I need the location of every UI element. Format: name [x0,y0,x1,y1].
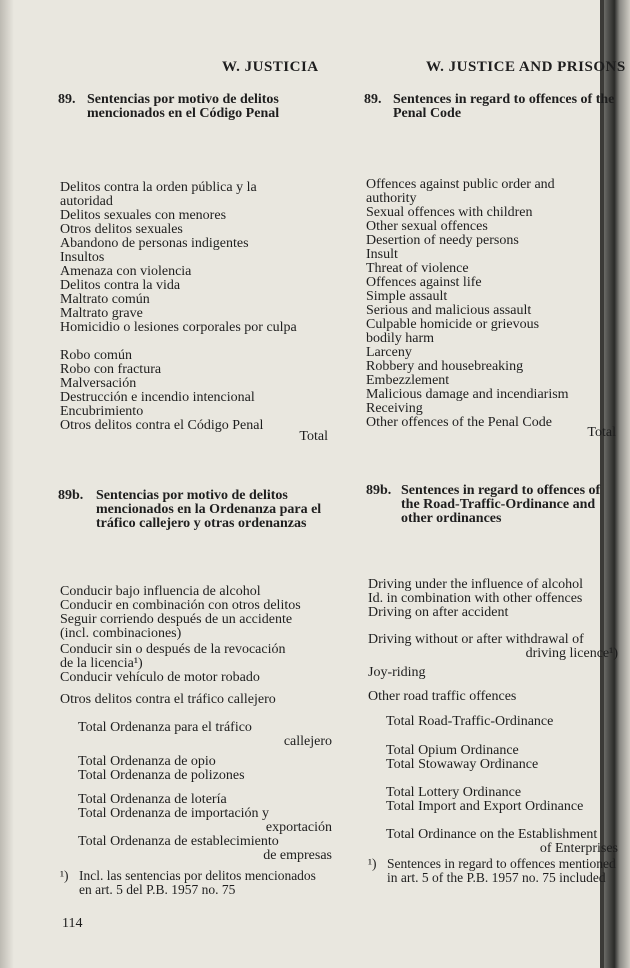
row-label: Maltrato grave [60,306,143,321]
footnote-es [60,869,330,897]
row-label: Malicious damage and incendiarism [366,387,569,402]
page-number: 114 [62,916,83,931]
row-group [368,647,618,661]
row-label: Delitos contra la orden pública y la [60,180,257,195]
row-group [368,666,618,680]
row-label [60,335,328,349]
row-label: Total Stowaway Ordinance [386,757,539,772]
row-label: Conducir bajo influencia de alcohol [60,584,261,599]
row-group [368,744,618,772]
section-title: Sentences in regard to offences of the Road-Traffic-Ordinance and other ordinances [401,483,601,526]
row-group [368,578,618,620]
row-label: Simple assault [366,289,448,304]
row-label: Other road traffic offences [368,689,517,704]
row-label: Robo con fractura [60,362,162,377]
row-label: Malversación [60,376,137,391]
row-label: driving licence¹) [525,646,618,661]
section-number: 89b. [366,483,392,498]
footnote-en [368,857,618,885]
page-shadow [0,0,14,968]
section-number: 89b. [58,488,84,503]
footnote-mark: ¹) [368,856,377,871]
row-label: de la licencia¹) [60,656,143,671]
row-group [368,715,618,729]
section-title: Sentencias por motivo de delitos mencionados en el Código Penal [87,92,280,121]
row-label: autoridad [60,194,113,209]
row-label: Total Ordinance on the Establishment [386,827,598,842]
row-label: Total Import and Export Ordinance [386,799,584,814]
row-label: Receiving [366,401,423,416]
row-label: Embezzlement [366,373,450,388]
row-label: Conducir en combinación con otros delitos [60,598,301,613]
row-group [60,755,332,783]
row-label: Homicidio o lesiones corporales por culpa [60,320,297,335]
section-89b-title-es [58,489,328,531]
footnote-text: Incl. las sentencias por delitos mencionados en art. 5 del P.B. 1957 no. 75 [79,868,316,897]
row-group [60,585,332,641]
footnote-text: Sentences in regard to offences mentioned in art. 5 of the P.B. 1957 no. 75 included [387,856,616,885]
row-group [368,828,618,842]
row-label: Conducir sin o después de la revocación [60,642,286,657]
row-label: Delitos contra la vida [60,278,181,293]
row-label: Abandono de personas indigentes [60,236,249,251]
penal-code-offences-es [60,181,328,433]
row-label: de empresas [263,848,332,863]
row-label: Robbery and housebreaking [366,359,524,374]
row-label: Otros delitos contra el Código Penal [60,418,264,433]
row-label: Otros delitos sexuales [60,222,183,237]
row-label: Threat of violence [366,261,469,276]
section-89-title-en [364,93,624,121]
row-label: Seguir corriendo después de un accidente [60,612,293,627]
row-label: Culpable homicide or grievous [366,317,540,332]
section-number: 89. [58,92,76,107]
row-label: Total Lottery Ordinance [386,785,522,800]
row-group [60,793,332,821]
row-label: Insultos [60,250,105,265]
row-group [368,690,618,704]
row-group [60,835,332,849]
row-label: Larceny [366,345,412,360]
row-label: Other sexual offences [366,219,488,234]
row-label: Total Opium Ordinance [386,743,519,758]
header-right: W. JUSTICE AND PRISONS [426,59,626,75]
total-label: Total [299,429,328,444]
row-label: Driving without or after withdrawal of [368,632,584,647]
section-89-title-es [58,93,318,121]
row-label: Conducir vehículo de motor robado [60,670,260,685]
row-group [60,721,332,735]
row-label: Total Ordenanza de lotería [78,792,227,807]
penal-code-offences-en [366,178,616,430]
row-label: Id. in combination with other offences [368,591,583,606]
row-label: of Enterprises [539,841,618,856]
row-label: Robo común [60,348,132,363]
row-label: Total Road-Traffic-Ordinance [386,714,554,729]
row-label: Desertion of needy persons [366,233,519,248]
row-group [368,633,618,647]
row-group [60,849,332,863]
row-label: callejero [283,734,332,749]
row-label: Destrucción e incendio intencional [60,390,255,405]
row-group [60,821,332,835]
footnote-mark: ¹) [60,868,69,883]
row-group [60,735,332,749]
total-es [60,430,328,444]
row-label: Delitos sexuales con menores [60,208,227,223]
row-label: Joy-riding [368,665,426,680]
row-group [368,786,618,814]
total-label: Total [587,425,616,440]
row-group [60,693,332,707]
row-label: Total Ordenanza de importación y [78,806,270,821]
row-label: Driving on after accident [368,605,509,620]
row-group [368,842,618,856]
row-label: Total Ordenanza de opio [78,754,216,769]
row-label: Total Ordenanza de establecimiento [78,834,279,849]
row-label: Total Ordenanza de polizones [78,768,245,783]
row-label: Serious and malicious assault [366,303,532,318]
row-label: exportación [265,820,332,835]
row-label: Offences against public order and [366,177,555,192]
row-label: Encubrimiento [60,404,144,419]
row-label: Other offences of the Penal Code [366,415,552,430]
section-title: Sentences in regard to offences of the Penal Code [393,92,615,121]
row-label: Insult [366,247,398,262]
row-label: Sexual offences with children [366,205,533,220]
section-number: 89. [364,92,382,107]
total-en [366,426,616,440]
section-89b-title-en [366,484,616,526]
row-label: Total Ordenanza para el tráfico [78,720,252,735]
row-label: authority [366,191,417,206]
row-group [60,643,332,685]
row-label: (incl. combinaciones) [60,626,182,641]
section-title: Sentencias por motivo de delitos mencionados en la Ordenanza para el tráfico callejero y otras ordenanzas [96,488,322,531]
row-label: bodily harm [366,331,435,346]
header-left: W. JUSTICIA [222,59,319,75]
row-label: Maltrato común [60,292,150,307]
row-label: Offences against life [366,275,482,290]
row-label: Otros delitos contra el tráfico callejero [60,692,276,707]
row-label: Amenaza con violencia [60,264,192,279]
row-label: Driving under the influence of alcohol [368,577,583,592]
